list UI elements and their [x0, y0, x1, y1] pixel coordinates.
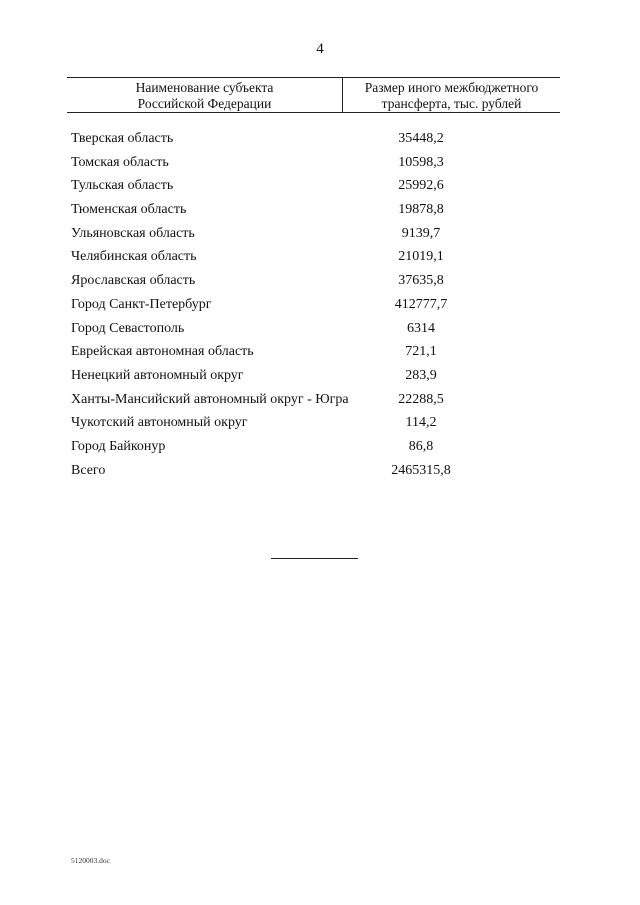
row-subject-name: Город Севастополь	[71, 320, 185, 336]
table-header	[67, 77, 560, 113]
row-amount: 25992,6	[398, 178, 444, 194]
row-total-amount: 2465315,8	[391, 462, 451, 478]
table-row	[71, 248, 561, 265]
row-amount: 10598,3	[398, 154, 444, 170]
header-subject-line-2: Российской Федерации	[137, 96, 272, 111]
table-row	[71, 201, 561, 218]
row-amount: 37635,8	[398, 273, 444, 289]
row-amount: 21019,1	[398, 249, 444, 265]
table-row	[71, 177, 561, 194]
row-amount: 86,8	[408, 438, 434, 454]
row-subject-name: Чукотский автономный округ	[71, 415, 248, 431]
table-row	[71, 320, 561, 337]
row-amount: 283,9	[405, 367, 437, 383]
row-subject-name: Ярославская область	[71, 273, 196, 289]
header-amount-line-2: трансферта, тыс. рублей	[381, 96, 522, 111]
table-row	[71, 367, 561, 384]
header-amount-column	[343, 78, 560, 112]
row-amount: 114,2	[405, 415, 437, 431]
row-subject-name: Тюменская область	[71, 202, 187, 218]
table-row	[71, 272, 561, 289]
header-subject-column	[67, 78, 343, 112]
table-body	[71, 130, 561, 485]
row-amount: 6314	[407, 320, 435, 336]
row-subject-name: Город Байконур	[71, 438, 166, 454]
row-subject-name: Тульская область	[71, 178, 174, 194]
table-row	[71, 438, 561, 455]
table-row	[71, 414, 561, 431]
row-subject-name: Тверская область	[71, 131, 174, 146]
row-subject-name: Ненецкий автономный округ	[71, 367, 244, 383]
row-amount: 35448,2	[398, 131, 444, 146]
table-row-total	[71, 462, 561, 479]
row-subject-name: Томская область	[71, 154, 169, 170]
table-row	[71, 225, 561, 242]
document-filename: 5120003.doc	[71, 856, 110, 865]
table-row	[71, 391, 561, 408]
row-amount: 19878,8	[398, 202, 444, 218]
row-amount: 412777,7	[394, 296, 448, 312]
header-subject-line-1: Наименование субъекта	[135, 80, 274, 95]
row-subject-name: Ульяновская область	[71, 225, 195, 241]
table-row	[71, 130, 561, 147]
end-separator-line	[271, 558, 358, 559]
row-subject-name: Челябинская область	[71, 249, 197, 265]
table-row	[71, 296, 561, 313]
row-amount: 22288,5	[398, 391, 444, 407]
row-amount: 9139,7	[401, 225, 441, 241]
row-subject-name: Еврейская автономная область	[71, 344, 254, 360]
row-amount: 721,1	[405, 344, 437, 360]
table-row	[71, 154, 561, 171]
row-subject-name: Ханты-Мансийский автономный округ - Югра	[71, 391, 349, 407]
table-row	[71, 343, 561, 360]
page-number: 4	[316, 41, 324, 57]
row-total-label: Всего	[71, 462, 106, 478]
row-subject-name: Город Санкт-Петербург	[71, 296, 212, 312]
header-amount-line-1: Размер иного межбюджетного	[364, 80, 539, 95]
